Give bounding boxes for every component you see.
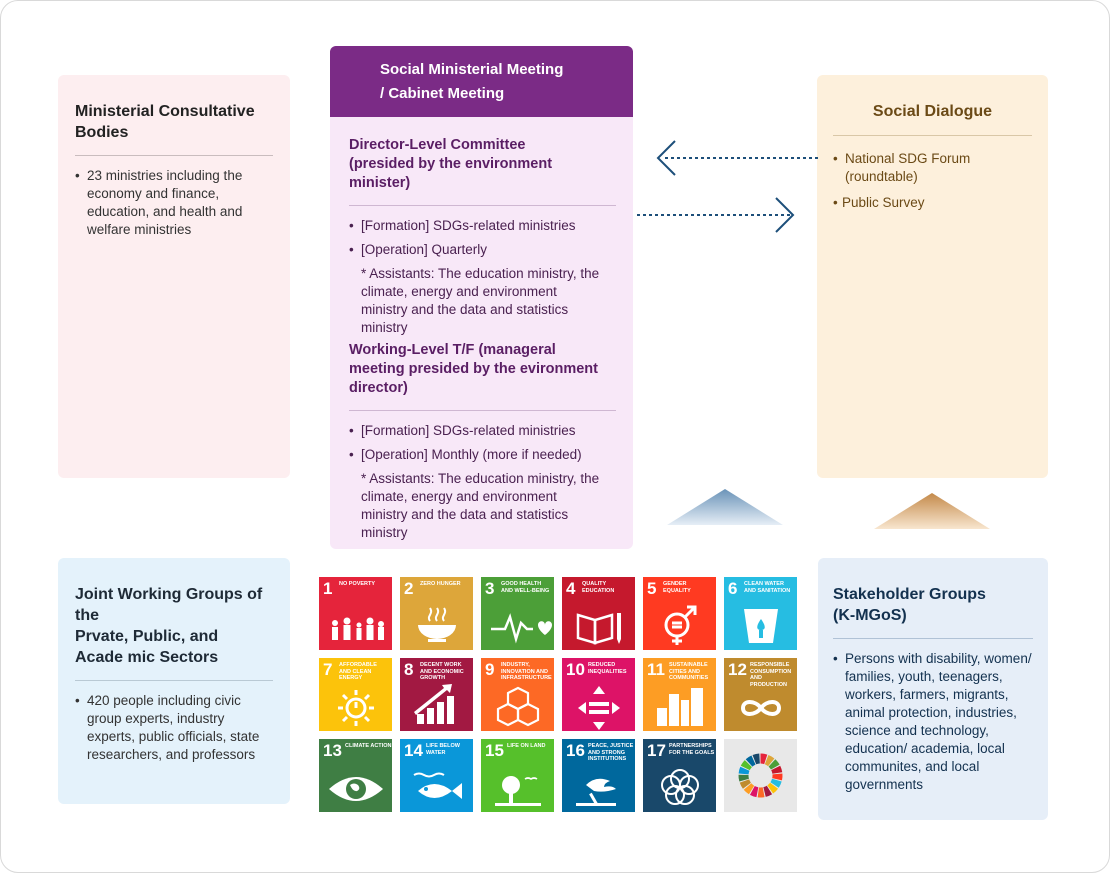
social-ministerial-meeting-panel bbox=[330, 46, 633, 549]
sdg-tile-4 bbox=[562, 577, 635, 650]
title-line: Working-Level T/F (manageral bbox=[349, 342, 556, 358]
list-item: • [Operation] Monthly (more if needed) bbox=[349, 446, 616, 464]
sdg-number: 14 bbox=[404, 741, 423, 760]
sdg-label: SUSTAINABLE CITIES AND COMMUNITIES bbox=[669, 662, 709, 681]
sdg-label: GOOD HEALTH AND WELL-BEING bbox=[501, 581, 550, 594]
title-line: Prvate, Public, and bbox=[75, 628, 219, 645]
sdg-number: 15 bbox=[485, 741, 504, 760]
sdg-tile-9 bbox=[481, 658, 554, 731]
joint-working-groups-panel bbox=[58, 558, 290, 804]
note-line: climate, energy and environment bbox=[361, 284, 557, 299]
divider bbox=[833, 135, 1032, 136]
sdg-label: LIFE ON LAND bbox=[507, 743, 546, 749]
note-line: * Assistants: The education ministry, the bbox=[361, 471, 600, 486]
sdg-number: 1 bbox=[323, 579, 333, 598]
sdg-tile-13 bbox=[319, 739, 392, 812]
sdg-label: NO POVERTY bbox=[339, 581, 376, 587]
sdg-tile-7 bbox=[319, 658, 392, 731]
note-line: ministry bbox=[361, 525, 408, 540]
sdg-number: 6 bbox=[728, 579, 738, 598]
sdg-tile-5 bbox=[643, 577, 716, 650]
sdg-label: INDUSTRY, INNOVATION AND INFRASTRUCTURE bbox=[501, 662, 552, 681]
panel-title: Ministerial Consultative Bodies bbox=[75, 103, 255, 141]
list-item: • Persons with disability, women/ families, youth, teenagers, workers, farmers, migrants, animal protection, industries, science and technology, education/ academia, local communites, and local governments bbox=[833, 650, 1033, 794]
sdg-label: REDUCED INEQUALITIES bbox=[588, 662, 627, 675]
sdg-label: CLIMATE ACTION bbox=[345, 743, 392, 749]
title-line: Joint Working Groups of the bbox=[75, 586, 263, 624]
sdg-label: PEACE, JUSTICE AND STRONG INSTITUTIONS bbox=[588, 743, 634, 762]
sdg-label: AFFORDABLE AND CLEAN ENERGY bbox=[339, 662, 377, 681]
sdg-number: 4 bbox=[566, 579, 576, 598]
assistants-note bbox=[349, 470, 616, 542]
sdg-number: 13 bbox=[323, 741, 342, 760]
list-item: • 23 ministries including the economy and finance, education, and health and welfare ministries bbox=[75, 167, 273, 239]
note-line: ministry bbox=[361, 320, 408, 335]
assistants-note bbox=[349, 265, 616, 337]
ministerial-consultative-bodies-panel bbox=[58, 75, 290, 478]
working-level-title bbox=[349, 341, 616, 398]
note-line: ministry and the data and statistics bbox=[361, 302, 569, 317]
list-item: • [Formation] SDGs-related ministries bbox=[349, 422, 616, 440]
title-line: Director-Level Committee bbox=[349, 137, 526, 153]
divider bbox=[75, 680, 273, 681]
sdg-number: 11 bbox=[647, 660, 665, 679]
sdg-tile-11 bbox=[643, 658, 716, 731]
sdg-label: CLEAN WATER AND SANITATION bbox=[744, 581, 791, 594]
sdg-label: DECENT WORK AND ECONOMIC GROWTH bbox=[420, 662, 464, 681]
sdg-tile-15 bbox=[481, 739, 554, 812]
director-committee-title bbox=[349, 136, 616, 193]
sdg-tile-10 bbox=[562, 658, 635, 731]
sdg-icons-grid bbox=[319, 577, 799, 812]
title-line: Acade mic Sectors bbox=[75, 649, 219, 666]
sdg-tile-16 bbox=[562, 739, 635, 812]
title-line: (presided by the environment bbox=[349, 156, 553, 172]
sdg-wheel-tile bbox=[724, 739, 797, 812]
sdg-label: QUALITY EDUCATION bbox=[582, 581, 615, 594]
sdg-label: ZERO HUNGER bbox=[420, 581, 461, 587]
dotted-arrow-left-icon bbox=[655, 138, 820, 178]
sdg-tile-12 bbox=[724, 658, 797, 731]
panel-title bbox=[75, 584, 273, 668]
sdg-label: GENDER EQUALITY bbox=[663, 581, 691, 594]
sdg-wheel-icon bbox=[724, 739, 797, 812]
sdg-label: RESPONSIBLE CONSUMPTION AND PRODUCTION bbox=[750, 662, 792, 688]
divider bbox=[833, 638, 1033, 639]
title-line: meeting presided by the evironment bbox=[349, 361, 598, 377]
sdg-tile-17 bbox=[643, 739, 716, 812]
panel-title bbox=[833, 584, 1033, 626]
sdg-number: 16 bbox=[566, 741, 585, 760]
sdg-number: 10 bbox=[566, 660, 585, 679]
sdg-tile-14 bbox=[400, 739, 473, 812]
panel-header bbox=[330, 46, 633, 117]
social-dialogue-panel bbox=[817, 75, 1048, 478]
sdg-number: 5 bbox=[647, 579, 657, 598]
sdg-number: 9 bbox=[485, 660, 495, 679]
note-line: ministry and the data and statistics bbox=[361, 507, 569, 522]
sdg-number: 7 bbox=[323, 660, 333, 679]
list-item: • [Formation] SDGs-related ministries bbox=[349, 217, 616, 235]
sdg-number: 3 bbox=[485, 579, 495, 598]
list-item: • [Operation] Quarterly bbox=[349, 241, 616, 259]
header-line: Social Ministerial Meeting bbox=[380, 61, 564, 78]
sdg-number: 2 bbox=[404, 579, 414, 598]
list-item: • Public Survey bbox=[833, 194, 1032, 212]
sdg-label: LIFE BELOW WATER bbox=[426, 743, 460, 756]
blue-up-triangle-icon bbox=[667, 489, 783, 525]
title-line: (K-MGoS) bbox=[833, 607, 907, 624]
sdg-number: 8 bbox=[404, 660, 414, 679]
divider bbox=[75, 155, 273, 156]
title-line: minister) bbox=[349, 175, 411, 191]
title-line: director) bbox=[349, 380, 408, 396]
divider bbox=[349, 410, 616, 411]
sdg-tile-1 bbox=[319, 577, 392, 650]
sdg-number: 12 bbox=[728, 660, 747, 679]
title-line: Stakeholder Groups bbox=[833, 586, 986, 603]
sdg-tile-3 bbox=[481, 577, 554, 650]
sdg-number: 17 bbox=[647, 741, 666, 760]
sdg-label: PARTNERSHIPS FOR THE GOALS bbox=[669, 743, 715, 756]
note-line: * Assistants: The education ministry, the bbox=[361, 266, 600, 281]
dotted-arrow-right-icon bbox=[635, 195, 800, 235]
list-item: • 420 people including civic group experts, industry experts, public officials, state researchers, and professors bbox=[75, 692, 273, 764]
sdg-tile-6 bbox=[724, 577, 797, 650]
list-item: • National SDG Forum (roundtable) bbox=[833, 150, 1032, 186]
header-line: / Cabinet Meeting bbox=[380, 85, 505, 102]
divider bbox=[349, 205, 616, 206]
stakeholder-groups-panel bbox=[818, 558, 1048, 820]
sdg-tile-8 bbox=[400, 658, 473, 731]
orange-up-triangle-icon bbox=[874, 493, 990, 529]
sdg-tile-2 bbox=[400, 577, 473, 650]
note-line: climate, energy and environment bbox=[361, 489, 557, 504]
panel-title: Social Dialogue bbox=[872, 103, 993, 120]
